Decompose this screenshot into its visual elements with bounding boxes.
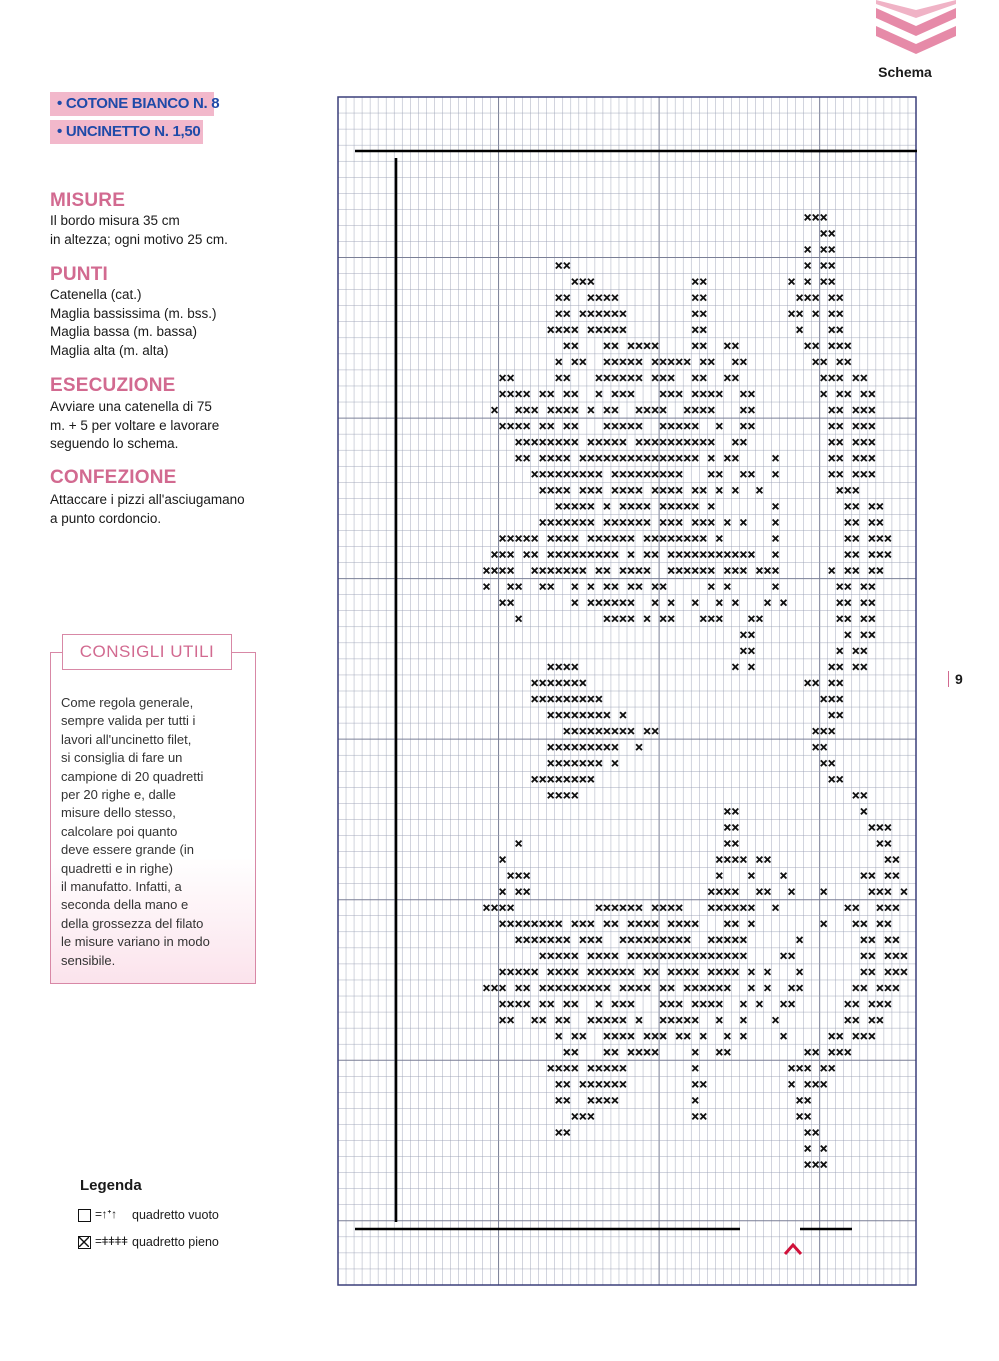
tips-line: sensibile. bbox=[61, 952, 116, 968]
filled-square-icon bbox=[78, 1236, 91, 1249]
confezione-text bbox=[50, 491, 245, 528]
material-tag-cotton: • COTONE BIANCO N. 8 bbox=[50, 92, 214, 116]
tips-line: le misure variano in modo bbox=[61, 934, 210, 950]
esecuzione-line: m. + 5 per voltare e lavorare bbox=[50, 417, 220, 433]
misure-line: Il bordo misura 35 cm bbox=[50, 213, 180, 228]
esecuzione-text bbox=[50, 398, 219, 454]
filet-chart bbox=[337, 96, 917, 1286]
chevron-decoration-icon bbox=[872, 0, 960, 58]
confezione-line: Attaccare i pizzi all'asciugamano bbox=[50, 492, 245, 507]
legend-label: quadretto vuoto bbox=[132, 1208, 219, 1222]
esecuzione-heading: ESECUZIONE bbox=[50, 375, 176, 396]
tips-line: campione di 20 quadretti bbox=[61, 768, 204, 784]
page-number: 9 bbox=[948, 671, 963, 687]
legend-title: Legenda bbox=[80, 1177, 142, 1194]
misure-heading: MISURE bbox=[50, 190, 126, 211]
tips-line: sempre valida per tutti i bbox=[61, 713, 196, 729]
tips-line: della grossezza del filato bbox=[61, 915, 204, 931]
tips-text bbox=[61, 694, 251, 970]
legend-label: quadretto pieno bbox=[132, 1235, 219, 1249]
material-tag-hook: • UNCINETTO N. 1,50 bbox=[50, 120, 203, 144]
tips-line: seconda della mano e bbox=[61, 897, 189, 913]
misure-line: in altezza; ogni motivo 25 cm. bbox=[50, 231, 228, 247]
tips-line: il manufatto. Infatti, a bbox=[61, 879, 182, 895]
misure-text bbox=[50, 212, 228, 249]
tips-line: quadretti e in righe) bbox=[61, 860, 174, 876]
confezione-line: a punto cordoncio. bbox=[50, 510, 162, 526]
empty-square-icon bbox=[78, 1209, 91, 1222]
tips-line: si consiglia di fare un bbox=[61, 750, 183, 766]
tips-line: per 20 righe e, dalle bbox=[61, 787, 176, 803]
punti-line: Maglia bassissima (m. bss.) bbox=[50, 305, 217, 321]
tips-line: deve essere grande (in bbox=[61, 842, 194, 858]
punti-line: Maglia bassa (m. bassa) bbox=[50, 324, 198, 339]
punti-line: Maglia alta (m. alta) bbox=[50, 342, 169, 358]
tips-line: calcolare poi quanto bbox=[61, 823, 178, 839]
punti-heading: PUNTI bbox=[50, 264, 108, 285]
tips-line: Come regola generale, bbox=[61, 695, 194, 710]
section-title: Schema bbox=[878, 64, 932, 80]
legend-symbol: =↑ᐩ↑ bbox=[95, 1207, 117, 1221]
esecuzione-line: seguendo lo schema. bbox=[50, 436, 179, 451]
esecuzione-line: Avviare una catenella di 75 bbox=[50, 399, 212, 414]
punti-line: Catenella (cat.) bbox=[50, 287, 142, 302]
tips-line: lavori all'uncinetto filet, bbox=[61, 731, 192, 747]
tips-line: misure dello stesso, bbox=[61, 805, 176, 821]
confezione-heading: CONFEZIONE bbox=[50, 467, 177, 488]
punti-text bbox=[50, 286, 217, 360]
legend-symbol: =ǂǂǂǂ bbox=[95, 1234, 128, 1248]
tips-title: CONSIGLI UTILI bbox=[62, 634, 232, 670]
